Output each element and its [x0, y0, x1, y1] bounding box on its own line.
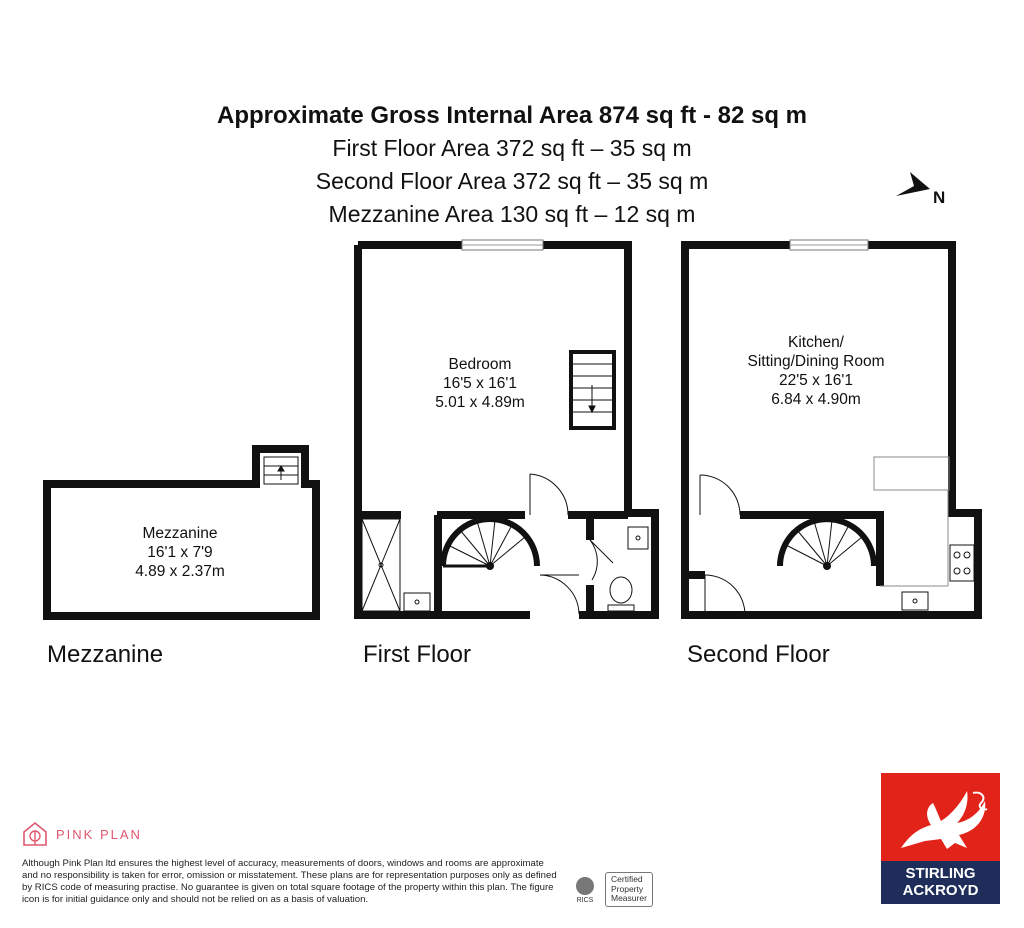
pink-plan-brand: PINK PLAN: [56, 826, 142, 842]
pink-plan-house-icon: [22, 820, 48, 848]
first-floor-area: First Floor Area 372 sq ft – 35 sq m: [332, 135, 692, 161]
kitchen-imperial: 22'5 x 16'1: [778, 372, 853, 389]
griffin-emblem: [881, 773, 1000, 861]
kitchen-label: [716, 333, 916, 409]
rics-badge-line-1: Certified: [611, 874, 643, 884]
bedroom-name: Bedroom: [448, 356, 512, 373]
pink-plan-logo: [22, 820, 142, 848]
rics-emblem-icon: [570, 874, 600, 904]
kitchen-units: [874, 457, 949, 586]
gross-area-title: Approximate Gross Internal Area 874 sq ft - 82 sq m: [217, 102, 807, 129]
agent-name-band: [881, 861, 1000, 904]
rics-badge: [570, 872, 653, 907]
agent-name-line-2: ACKROYD: [902, 882, 979, 899]
second-floor-label: Second Floor: [687, 641, 830, 668]
mezzanine-room-name: Mezzanine: [142, 525, 218, 542]
rics-badge-line-2: Property: [611, 883, 644, 894]
second-floor-walls: [685, 245, 978, 615]
bedroom-label: [380, 355, 580, 412]
mezzanine-room-imperial: 16'1 x 7'9: [147, 544, 213, 561]
kitchen-name-2: Sitting/Dining Room: [747, 353, 885, 370]
bedroom-metric: 5.01 x 4.89m: [435, 394, 525, 411]
shower: [362, 519, 400, 611]
kitchen-name-1: Kitchen/: [787, 334, 844, 351]
rics-badge-line-3: Measurer: [611, 893, 647, 903]
sink-first-floor: [404, 593, 430, 611]
hob: [950, 545, 974, 581]
second-floor-area: Second Floor Area 372 sq ft – 35 sq m: [315, 168, 709, 194]
bathroom-basin: [628, 527, 648, 549]
griffin-icon: [881, 773, 1000, 861]
rics-certified-badge: [605, 872, 653, 907]
first-floor-spiral-stair: [443, 519, 537, 570]
stirling-ackroyd-logo: [881, 773, 1000, 904]
toilet: [608, 577, 634, 611]
bedroom-imperial: 16'5 x 16'1: [442, 375, 517, 392]
mezzanine-area: Mezzanine Area 130 sq ft – 12 sq m: [328, 201, 696, 227]
mezzanine-floor-label: Mezzanine: [47, 641, 164, 668]
north-label: N: [933, 188, 946, 207]
kitchen-metric: 6.84 x 4.90m: [771, 391, 861, 408]
mezzanine-room-metric: 4.89 x 2.37m: [135, 563, 225, 580]
second-floor-spiral-stair: [780, 519, 874, 570]
mezzanine-room-label: [75, 524, 285, 581]
disclaimer-text: Although Pink Plan ltd ensures the highest level of accuracy, measurements of doors, windows and rooms are approximate and no responsibility is taken for error, omission or misstatement. These plans are for representation purposes only as defined by RICS code of measuring practise. No guarantee is given on total square footage of the property within this plan. The figure icon is for initial guidance only and should not be relied on as a basis of valuation.: [22, 858, 557, 905]
first-floor-label: First Floor: [363, 641, 471, 668]
kitchen-sink: [902, 592, 928, 610]
north-arrow-icon: [896, 172, 930, 196]
agent-name-line-1: STIRLING: [905, 865, 976, 882]
windows: [462, 240, 868, 250]
doors: [530, 474, 745, 615]
rics-label: RICS: [576, 897, 594, 905]
mezzanine-stairs: [264, 457, 298, 484]
